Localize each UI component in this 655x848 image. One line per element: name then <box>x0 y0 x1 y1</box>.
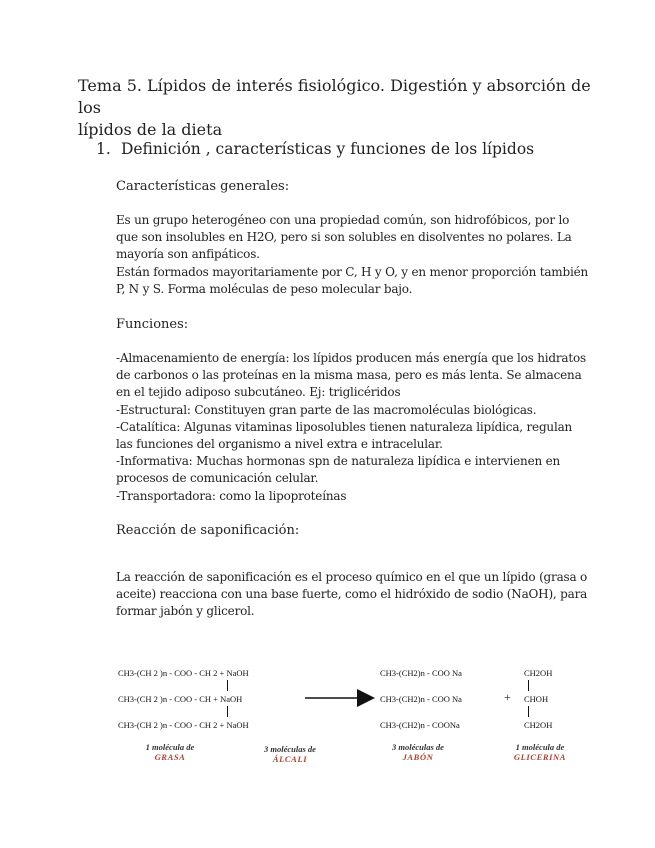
label-jabon <box>376 742 460 762</box>
text-line: aceite) reacciona con una base fuerte, como el hidróxido de sodio (NaOH), para <box>116 587 588 602</box>
reactant-line-2: CH3-(CH 2 )n - COO - CH + NaOH <box>118 694 243 704</box>
text-line: las funciones del organismo a nivel extra e intracelular. <box>116 437 443 452</box>
saponificacion-heading: Reacción de saponificación: <box>116 523 300 538</box>
label-bottom: GRASA <box>154 752 186 762</box>
label-grasa <box>130 742 210 762</box>
text-line: mayoría son anfipáticos. <box>116 247 260 262</box>
text-line: formar jabón y glicerol. <box>116 604 255 619</box>
text-line: en el tejido adiposo subcutáneo. Ej: triglicéridos <box>116 385 401 400</box>
glycerin-line-1: CH2OH <box>524 668 553 678</box>
section-title: Definición , características y funciones de los lípidos <box>120 140 535 158</box>
bond-line <box>227 680 228 691</box>
text-line: de carbonos o las proteínas en la misma masa, pero es más lenta. Se almacena <box>116 368 582 383</box>
saponification-reaction-diagram <box>100 660 600 770</box>
text-line: -Transportadora: como la lipoproteínas <box>116 488 347 503</box>
glycerin-line-3: CH2OH <box>524 720 553 730</box>
label-glicerina <box>498 742 582 762</box>
label-top: 1 molécula de <box>515 742 565 752</box>
text-line: Están formados mayoritariamente por C, H y O, y en menor proporción también <box>116 264 589 279</box>
label-bottom: GLICERINA <box>513 752 567 762</box>
title-line-1: Tema 5. Lípidos de interés fisiológico. Digestión y absorción de los <box>78 76 591 117</box>
label-top: 1 molécula de <box>145 742 195 752</box>
saponificacion-paragraph <box>116 569 592 621</box>
text-line: -Almacenamiento de energía: los lípidos producen más energía que los hidratos <box>116 351 586 365</box>
text-line: P, N y S. Forma moléculas de peso molecular bajo. <box>116 281 413 296</box>
soap-line-2: CH3-(CH2)n - COO Na <box>380 694 462 704</box>
label-bottom: JABÓN <box>402 752 434 762</box>
reactant-line-3: CH3-(CH 2 )n - COO - CH 2 + NaOH <box>118 720 249 730</box>
bond-line <box>227 706 228 717</box>
plus-sign: + <box>504 690 511 704</box>
funciones-paragraph <box>116 350 592 505</box>
soap-line-1: CH3-(CH2)n - COO Na <box>380 668 462 678</box>
text-line: -Catalítica: Algunas vitaminas liposolubles tienen naturaleza lipídica, regulan <box>116 419 573 434</box>
caracteristicas-heading: Características generales: <box>116 179 290 194</box>
text-line: La reacción de saponificación es el proceso químico en el que un lípido (grasa o <box>116 570 588 584</box>
caracteristicas-paragraph <box>116 212 592 298</box>
soap-line-3: CH3-(CH2)n - COONa <box>380 720 460 730</box>
funciones-heading: Funciones: <box>116 317 189 332</box>
text-line: -Estructural: Constituyen gran parte de las macromoléculas biológicas. <box>116 402 537 417</box>
document-title <box>78 75 598 141</box>
reaction-arrow-icon <box>305 688 375 708</box>
label-bottom: ÁLCALI <box>272 754 308 764</box>
text-line: Es un grupo heterogéneo con una propiedad común, son hidrofóbicos, por lo <box>116 213 570 227</box>
bond-line <box>528 680 529 691</box>
reactant-line-1: CH3-(CH 2 )n - COO - CH 2 + NaOH <box>118 668 249 678</box>
label-alcali <box>248 744 332 764</box>
text-line: -Informativa: Muchas hormonas spn de naturaleza lipídica e intervienen en <box>116 454 561 469</box>
text-line: procesos de comunicación celular. <box>116 471 319 486</box>
label-top: 3 moléculas de <box>264 744 316 754</box>
bond-line <box>528 706 529 717</box>
section-number: 1. <box>96 140 111 158</box>
glycerin-line-2: CHOH <box>524 694 549 704</box>
label-top: 3 moléculas de <box>392 742 444 752</box>
section-heading <box>96 139 534 159</box>
text-line: que son insolubles en H2O, pero si son solubles en disolventes no polares. La <box>116 230 572 245</box>
title-line-2: lípidos de la dieta <box>78 120 223 139</box>
